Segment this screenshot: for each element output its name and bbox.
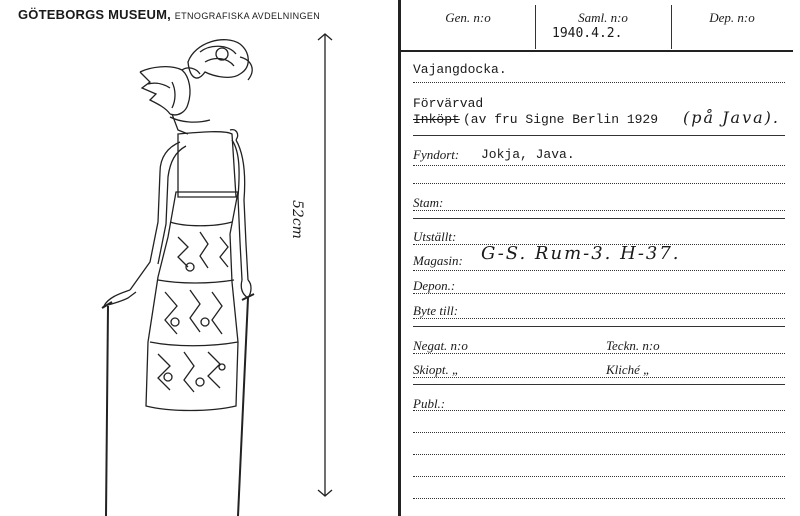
line-byte: [413, 318, 785, 319]
acquired-label: Förvärvad: [413, 96, 484, 111]
line-publ: [413, 498, 785, 499]
publ-label: Publ.:: [413, 396, 446, 411]
kliche-label: Kliché „: [606, 362, 651, 377]
gen-number-cell: [401, 0, 535, 50]
line-blank: [413, 183, 785, 184]
department-name: ETNOGRAFISKA AVDELNINGEN: [174, 11, 321, 21]
line-magasin: [413, 270, 785, 271]
size-annotation: 52cm: [289, 200, 305, 239]
line-acquired: [413, 135, 785, 136]
line-publ: [413, 432, 785, 433]
line-depon: [413, 293, 785, 294]
line-section: [413, 384, 785, 385]
catalog-card: [401, 0, 800, 516]
dep-number-label: Dep. n:o: [709, 10, 755, 25]
dep-number-cell: [672, 0, 792, 50]
byte-label: Byte till:: [413, 303, 459, 318]
object-name: Vajangdocka.: [413, 62, 507, 77]
skiopt-label: Skiopt. „: [413, 362, 460, 377]
acquired-from: (av fru Signe Berlin 1929: [463, 112, 659, 127]
negat-label: Negat. n:o: [413, 338, 468, 353]
card-header-row: [401, 0, 793, 52]
line-negat: [413, 353, 785, 354]
museum-header: [18, 7, 320, 22]
wayang-puppet-drawing: [0, 22, 400, 516]
line-publ: [413, 454, 785, 455]
utstallt-label: Utställt:: [413, 229, 457, 244]
line-section: [413, 218, 785, 219]
purchased-label-struck: Inköpt: [413, 112, 460, 127]
saml-number-cell: [536, 0, 670, 50]
acquired-place: (på Java).: [683, 108, 780, 127]
line-skiopt: [413, 377, 785, 378]
line-object-name: [413, 82, 785, 83]
line-stam: [413, 210, 785, 211]
line-publ: [413, 476, 785, 477]
line-fyndort: [413, 165, 785, 166]
fyndort-label: Fyndort:: [413, 147, 460, 162]
magasin-label: Magasin:: [413, 253, 463, 268]
museum-name: GÖTEBORGS MUSEUM,: [18, 7, 171, 22]
line-section: [413, 326, 785, 327]
line-publ: [413, 410, 785, 411]
stam-label: Stam:: [413, 195, 444, 210]
magasin-value: G-S. Rum-3. H-37.: [481, 243, 681, 264]
depon-label: Depon.:: [413, 278, 456, 293]
fyndort-value: Jokja, Java.: [481, 147, 575, 162]
saml-number-label: Saml. n:o: [578, 10, 628, 25]
teckn-label: Teckn. n:o: [606, 338, 660, 353]
saml-number-value: 1940.4.2.: [552, 26, 623, 41]
gen-number-label: Gen. n:o: [445, 10, 491, 25]
